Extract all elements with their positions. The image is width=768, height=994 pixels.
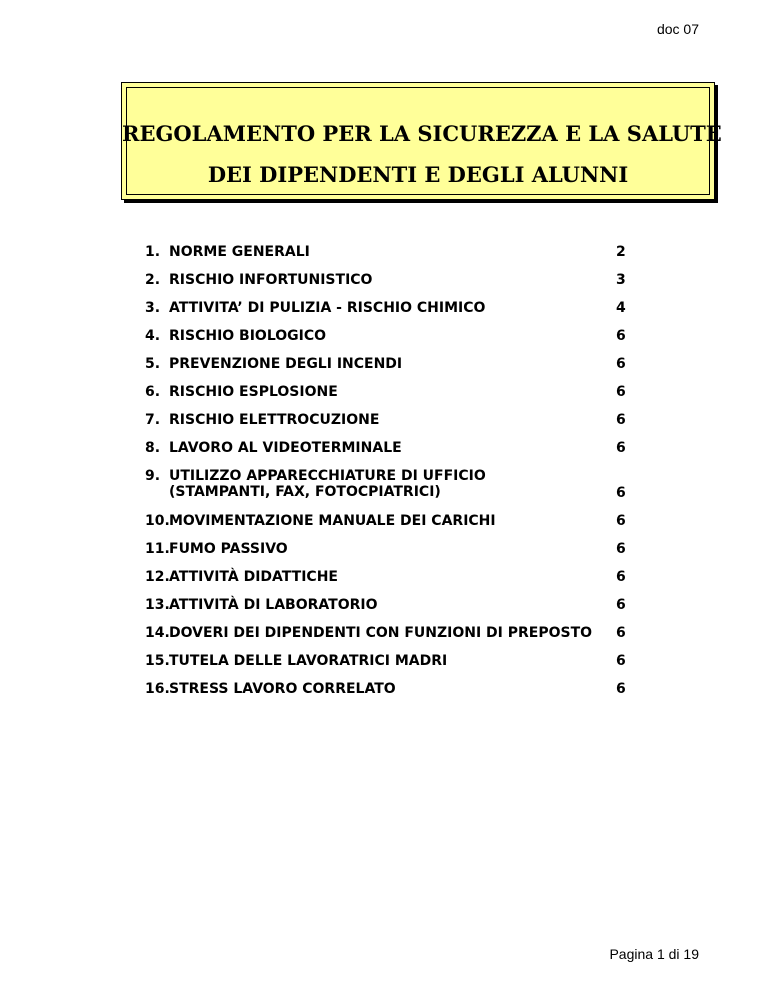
toc-entry[interactable] — [145, 300, 675, 328]
toc-entry-label-multiline — [169, 468, 486, 500]
toc-entry-page: 2 — [616, 244, 626, 260]
toc-entry-label: LAVORO AL VIDEOTERMINALE — [169, 440, 402, 456]
toc-entry-page: 3 — [616, 272, 626, 288]
toc-entry-label: RISCHIO BIOLOGICO — [169, 328, 327, 344]
toc-entry[interactable] — [145, 328, 675, 356]
toc-entry[interactable] — [145, 625, 675, 653]
toc-entry-page: 6 — [616, 513, 626, 529]
toc-entry-label: ATTIVITÀ DIDATTICHE — [169, 569, 338, 585]
toc-entry-page: 6 — [616, 356, 626, 372]
toc-entry-number: 7. — [145, 412, 161, 428]
toc-entry-page: 6 — [616, 440, 626, 456]
toc-entry-label: STRESS LAVORO CORRELATO — [169, 681, 396, 697]
toc-entry-label: RISCHIO ELETTROCUZIONE — [169, 412, 380, 428]
toc-entry-page: 6 — [616, 653, 626, 669]
toc-entry-number: 15. — [145, 653, 170, 669]
document-title-line-2: DEI DIPENDENTI E DEGLI ALUNNI — [207, 162, 629, 187]
toc-entry-page: 6 — [616, 328, 626, 344]
toc-entry-label: FUMO PASSIVO — [169, 541, 288, 557]
toc-entry[interactable] — [145, 384, 675, 412]
toc-entry[interactable] — [145, 356, 675, 384]
toc-entry-number: 14. — [145, 625, 170, 641]
toc-entry-label: MOVIMENTAZIONE MANUALE DEI CARICHI — [169, 513, 496, 529]
toc-entry[interactable] — [145, 681, 675, 709]
toc-entry[interactable] — [145, 440, 675, 468]
toc-entry-label: UTILIZZO APPARECCHIATURE DI UFFICIO — [169, 468, 486, 484]
toc-entry[interactable] — [145, 541, 675, 569]
toc-entry[interactable] — [145, 244, 675, 272]
toc-entry-page: 6 — [616, 541, 626, 557]
toc-entry-label: DOVERI DEI DIPENDENTI CON FUNZIONI DI PREPOSTO — [169, 625, 593, 641]
toc-entry-number: 12. — [145, 569, 170, 585]
toc-entry-number: 9. — [145, 468, 161, 484]
toc-entry-number: 10. — [145, 513, 170, 529]
toc-entry-number: 5. — [145, 356, 161, 372]
title-box — [121, 82, 722, 200]
toc-entry-label: RISCHIO INFORTUNISTICO — [169, 272, 373, 288]
toc-entry-page: 6 — [616, 625, 626, 641]
toc-entry-label-continued: (STAMPANTI, FAX, FOTOCPIATRICI) — [169, 484, 441, 500]
toc-entry-number: 1. — [145, 244, 161, 260]
toc-entry-page: 6 — [616, 569, 626, 585]
table-of-contents — [145, 244, 675, 709]
toc-entry[interactable] — [145, 597, 675, 625]
document-code: doc 07 — [656, 21, 699, 37]
toc-entry-number: 13. — [145, 597, 170, 613]
toc-entry-number: 4. — [145, 328, 161, 344]
page-number-footer: Pagina 1 di 19 — [609, 946, 699, 962]
document-title-line-1: REGOLAMENTO PER LA SICUREZZA E LA SALUTE — [122, 121, 722, 146]
toc-entry-number: 8. — [145, 440, 161, 456]
toc-entry-number: 2. — [145, 272, 161, 288]
toc-entry-page: 6 — [616, 485, 626, 501]
toc-entry-number: 3. — [145, 300, 161, 316]
toc-entry-number: 6. — [145, 384, 161, 400]
toc-entry-label: PREVENZIONE DEGLI INCENDI — [169, 356, 403, 372]
toc-entry-page: 6 — [616, 412, 626, 428]
toc-entry[interactable] — [145, 468, 675, 513]
toc-entry-page: 6 — [616, 597, 626, 613]
toc-entry[interactable] — [145, 272, 675, 300]
toc-entry-label: NORME GENERALI — [169, 244, 310, 260]
toc-entry-page: 6 — [616, 681, 626, 697]
toc-entry-label: ATTIVITA’ DI PULIZIA - RISCHIO CHIMICO — [169, 300, 486, 316]
toc-entry-label: ATTIVITÀ DI LABORATORIO — [169, 597, 378, 613]
toc-entry-label: RISCHIO ESPLOSIONE — [169, 384, 338, 400]
toc-entry[interactable] — [145, 569, 675, 597]
toc-entry-number: 11. — [145, 541, 170, 557]
toc-entry-page: 6 — [616, 384, 626, 400]
toc-entry[interactable] — [145, 412, 675, 440]
toc-entry-number: 16. — [145, 681, 170, 697]
toc-entry[interactable] — [145, 513, 675, 541]
toc-entry-label: TUTELA DELLE LAVORATRICI MADRI — [169, 653, 448, 669]
toc-entry-page: 4 — [616, 300, 626, 316]
toc-entry[interactable] — [145, 653, 675, 681]
